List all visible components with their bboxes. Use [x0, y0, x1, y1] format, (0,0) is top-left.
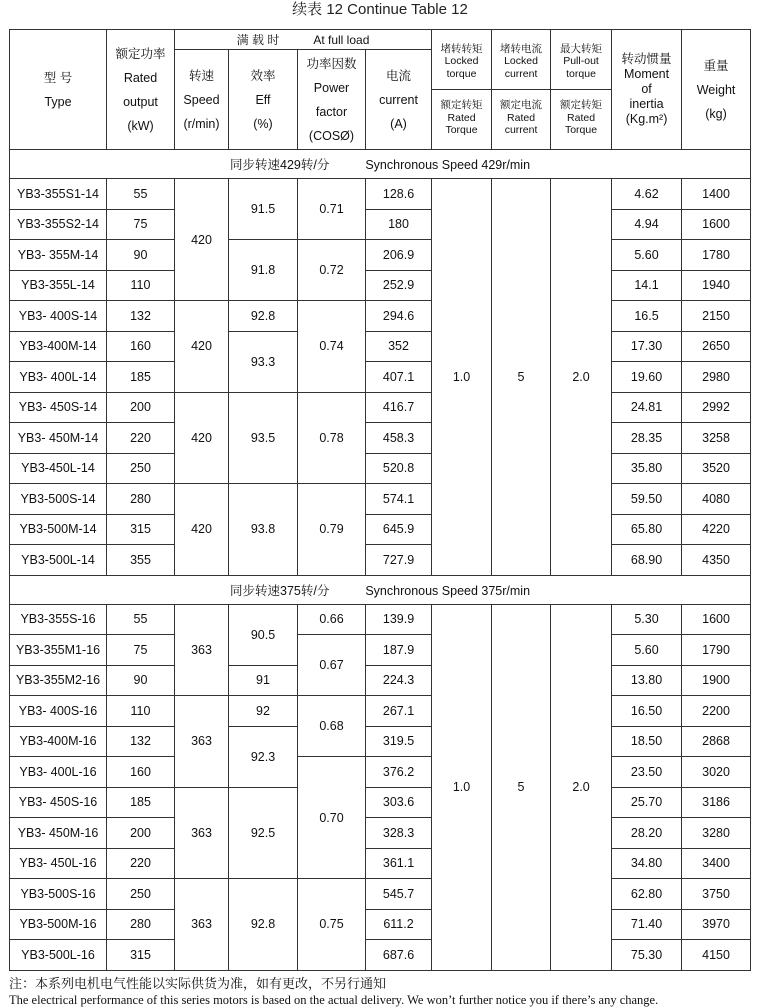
table-cell: 3400 [682, 848, 751, 879]
table-cell: 2868 [682, 726, 751, 757]
table-cell: 5.60 [612, 240, 682, 271]
table-row [10, 301, 751, 332]
table-cell: 407.1 [366, 362, 432, 393]
footnote [9, 976, 759, 1008]
table-row [10, 545, 751, 576]
table-cell: 4350 [682, 545, 751, 576]
table-cell: 250 [107, 453, 175, 484]
table-row [10, 209, 751, 240]
table-cell: 5.30 [612, 604, 682, 635]
table-cell: 128.6 [366, 179, 432, 210]
pullout-torque-ratio: 2.0 [551, 179, 612, 576]
header-output: 额定功率 Rated output (kW) [107, 30, 175, 150]
table-cell: 18.50 [612, 726, 682, 757]
pullout-torque-ratio: 2.0 [551, 604, 612, 970]
table-cell: 315 [107, 940, 175, 971]
table-cell: YB3-500M-14 [10, 514, 107, 545]
table-row [10, 879, 751, 910]
table-cell: 267.1 [366, 696, 432, 727]
locked-torque-ratio: 1.0 [432, 179, 492, 576]
table-row [10, 848, 751, 879]
table-row [10, 240, 751, 271]
table-cell: YB3- 450M-14 [10, 423, 107, 454]
table-cell: 1400 [682, 179, 751, 210]
table-cell: 91.8 [229, 240, 298, 301]
table-cell: YB3-400M-14 [10, 331, 107, 362]
table-cell: YB3-500M-16 [10, 909, 107, 940]
table-row [10, 514, 751, 545]
table-row [10, 331, 751, 362]
table-cell: 1600 [682, 604, 751, 635]
table-cell: 4.94 [612, 209, 682, 240]
table-cell: 420 [175, 301, 229, 393]
table-cell: 75.30 [612, 940, 682, 971]
table-cell: 132 [107, 726, 175, 757]
table-cell: 687.6 [366, 940, 432, 971]
section-heading [10, 575, 751, 604]
table-row [10, 818, 751, 849]
table-cell: 160 [107, 757, 175, 788]
table-cell: 92.8 [229, 301, 298, 332]
table-cell: 545.7 [366, 879, 432, 910]
table-cell: 727.9 [366, 545, 432, 576]
table-cell: 3020 [682, 757, 751, 788]
table-cell: 1940 [682, 270, 751, 301]
table-cell: 319.5 [366, 726, 432, 757]
table-cell: 420 [175, 484, 229, 576]
table-cell: 13.80 [612, 665, 682, 696]
table-row [10, 696, 751, 727]
table-cell: 68.90 [612, 545, 682, 576]
table-cell: YB3- 400L-16 [10, 757, 107, 788]
table-cell: 0.66 [298, 604, 366, 635]
table-cell: 90 [107, 665, 175, 696]
table-cell: 92.3 [229, 726, 298, 787]
table-cell: 363 [175, 787, 229, 879]
table-cell: YB3- 450M-16 [10, 818, 107, 849]
table-cell: 同步转速429转/分 Synchronous Speed 429r/min [10, 150, 751, 179]
table-cell: 1790 [682, 635, 751, 666]
table-cell: 93.5 [229, 392, 298, 484]
header-inertia: 转动惯量 Moment of inertia (Kg.m²) [612, 30, 682, 150]
table-cell: 280 [107, 484, 175, 515]
table-title: 续表 12 Continue Table 12 [292, 1, 468, 18]
table-cell: 0.70 [298, 757, 366, 879]
table-row [10, 665, 751, 696]
table-cell: 1900 [682, 665, 751, 696]
table-cell: 252.9 [366, 270, 432, 301]
table-cell: YB3-500L-14 [10, 545, 107, 576]
header-locked-current: 堵转电流 Locked current 额定电流 Rated current [492, 30, 551, 150]
table-cell: 35.80 [612, 453, 682, 484]
locked-current-ratio: 5 [492, 179, 551, 576]
section-heading [10, 150, 751, 179]
table-cell: 3186 [682, 787, 751, 818]
table-cell: 303.6 [366, 787, 432, 818]
table-cell: 4220 [682, 514, 751, 545]
table-cell: 420 [175, 392, 229, 484]
header-weight: 重量 Weight (kg) [682, 30, 751, 150]
header-power-factor: 功率因数 Power factor (COSØ) [298, 50, 366, 150]
table-cell: 294.6 [366, 301, 432, 332]
table-cell: 2200 [682, 696, 751, 727]
table-cell: YB3-355M1-16 [10, 635, 107, 666]
table-cell: 55 [107, 179, 175, 210]
table-cell: YB3- 400L-14 [10, 362, 107, 393]
table-cell: 75 [107, 209, 175, 240]
table-cell: 187.9 [366, 635, 432, 666]
footnote-zh: 注：本系列电机电气性能以实际供货为准，如有更改，不另行通知 [9, 976, 387, 991]
table-cell: YB3- 450S-16 [10, 787, 107, 818]
table-cell: 363 [175, 604, 229, 696]
table-cell: 92.5 [229, 787, 298, 879]
table-cell: 24.81 [612, 392, 682, 423]
table-cell: 5.60 [612, 635, 682, 666]
locked-current-ratio: 5 [492, 604, 551, 970]
table-cell: 180 [366, 209, 432, 240]
table-cell: 376.2 [366, 757, 432, 788]
table-cell: 315 [107, 514, 175, 545]
table-cell: 2150 [682, 301, 751, 332]
table-cell: 458.3 [366, 423, 432, 454]
table-row [10, 940, 751, 971]
table-cell: 16.5 [612, 301, 682, 332]
table-cell: 2650 [682, 331, 751, 362]
table-row [10, 635, 751, 666]
table-cell: 91 [229, 665, 298, 696]
table-cell: YB3-355S2-14 [10, 209, 107, 240]
table-cell: 1600 [682, 209, 751, 240]
table-cell: 200 [107, 818, 175, 849]
table-cell: 611.2 [366, 909, 432, 940]
table-cell: 同步转速375转/分 Synchronous Speed 375r/min [10, 575, 751, 604]
table-cell: 645.9 [366, 514, 432, 545]
table-row [10, 757, 751, 788]
table-cell: 328.3 [366, 818, 432, 849]
table-cell: 0.78 [298, 392, 366, 484]
table-cell: YB3-400M-16 [10, 726, 107, 757]
table-cell: 416.7 [366, 392, 432, 423]
table-row [10, 423, 751, 454]
table-cell: 75 [107, 635, 175, 666]
header-full-load: 满 载 时 At full load [175, 30, 432, 50]
table-cell: 4.62 [612, 179, 682, 210]
table-cell: 110 [107, 270, 175, 301]
table-cell: 28.35 [612, 423, 682, 454]
table-cell: 17.30 [612, 331, 682, 362]
header-eff: 效率 Eff (%) [229, 50, 298, 150]
table-cell: 4150 [682, 940, 751, 971]
table-cell: 93.8 [229, 484, 298, 576]
table-row [10, 453, 751, 484]
table-cell: 62.80 [612, 879, 682, 910]
table-cell: 0.72 [298, 240, 366, 301]
table-cell: 55 [107, 604, 175, 635]
table-cell: 355 [107, 545, 175, 576]
table-cell: 0.74 [298, 301, 366, 393]
table-cell: 91.5 [229, 179, 298, 240]
table-cell: 0.75 [298, 879, 366, 971]
table-row [10, 604, 751, 635]
table-cell: 23.50 [612, 757, 682, 788]
table-cell: 2992 [682, 392, 751, 423]
table-cell: 3280 [682, 818, 751, 849]
table-row [10, 392, 751, 423]
header-type: 型 号 Type [10, 30, 107, 150]
table-row [10, 726, 751, 757]
table-cell: 1780 [682, 240, 751, 271]
table-row [10, 909, 751, 940]
table-cell: 65.80 [612, 514, 682, 545]
table-cell: 92 [229, 696, 298, 727]
table-cell: YB3- 400S-16 [10, 696, 107, 727]
table-cell: 92.8 [229, 879, 298, 971]
table-cell: YB3- 355M-14 [10, 240, 107, 271]
table-row [10, 787, 751, 818]
table-cell: 220 [107, 848, 175, 879]
table-cell: 220 [107, 423, 175, 454]
table-cell: 90.5 [229, 604, 298, 665]
table-cell: YB3- 450L-16 [10, 848, 107, 879]
table-cell: YB3-355L-14 [10, 270, 107, 301]
table-cell: 93.3 [229, 331, 298, 392]
table-cell: YB3-500L-16 [10, 940, 107, 971]
table-row [10, 484, 751, 515]
table-cell: 185 [107, 362, 175, 393]
table-cell: 250 [107, 879, 175, 910]
table-cell: 363 [175, 879, 229, 971]
table-cell: 280 [107, 909, 175, 940]
table-cell: 71.40 [612, 909, 682, 940]
table-cell: 139.9 [366, 604, 432, 635]
table-cell: 4080 [682, 484, 751, 515]
table-cell: 224.3 [366, 665, 432, 696]
table-cell: 3750 [682, 879, 751, 910]
table-cell: 160 [107, 331, 175, 362]
spec-table [9, 29, 751, 971]
table-cell: 3970 [682, 909, 751, 940]
table-cell: 574.1 [366, 484, 432, 515]
table-cell: YB3-450L-14 [10, 453, 107, 484]
table-cell: 0.67 [298, 635, 366, 696]
table-cell: 132 [107, 301, 175, 332]
table-cell: 110 [107, 696, 175, 727]
table-cell: YB3- 400S-14 [10, 301, 107, 332]
header-locked-torque: 堵转转矩 Locked torque 额定转矩 Rated Torque [432, 30, 492, 150]
table-cell: 420 [175, 179, 229, 301]
table-cell: YB3-355S-16 [10, 604, 107, 635]
table-cell: 28.20 [612, 818, 682, 849]
table-cell: 185 [107, 787, 175, 818]
table-cell: 19.60 [612, 362, 682, 393]
table-cell: 2980 [682, 362, 751, 393]
table-cell: 59.50 [612, 484, 682, 515]
table-cell: 352 [366, 331, 432, 362]
table-cell: 34.80 [612, 848, 682, 879]
table-row [10, 362, 751, 393]
header-speed: 转速 Speed (r/min) [175, 50, 229, 150]
table-cell: YB3-355M2-16 [10, 665, 107, 696]
table-cell: 0.68 [298, 696, 366, 757]
table-cell: YB3- 450S-14 [10, 392, 107, 423]
table-cell: YB3-355S1-14 [10, 179, 107, 210]
table-cell: 25.70 [612, 787, 682, 818]
table-cell: 206.9 [366, 240, 432, 271]
table-cell: 90 [107, 240, 175, 271]
footnote-en: The electrical performance of this series motors is based on the actual delivery. We won’t further notice you if there’s any change. [9, 993, 659, 1007]
table-cell: 3520 [682, 453, 751, 484]
table-cell: 520.8 [366, 453, 432, 484]
locked-torque-ratio: 1.0 [432, 604, 492, 970]
header-current: 电流 current (A) [366, 50, 432, 150]
table-row [10, 270, 751, 301]
table-cell: 14.1 [612, 270, 682, 301]
table-cell: 16.50 [612, 696, 682, 727]
table-cell: 0.79 [298, 484, 366, 576]
table-cell: 3258 [682, 423, 751, 454]
table-cell: YB3-500S-14 [10, 484, 107, 515]
table-cell: 200 [107, 392, 175, 423]
table-cell: 363 [175, 696, 229, 788]
header-pullout-torque: 最大转矩 Pull-out torque 额定转矩 Rated Torque [551, 30, 612, 150]
table-cell: YB3-500S-16 [10, 879, 107, 910]
table-cell: 0.71 [298, 179, 366, 240]
table-row [10, 179, 751, 210]
table-cell: 361.1 [366, 848, 432, 879]
